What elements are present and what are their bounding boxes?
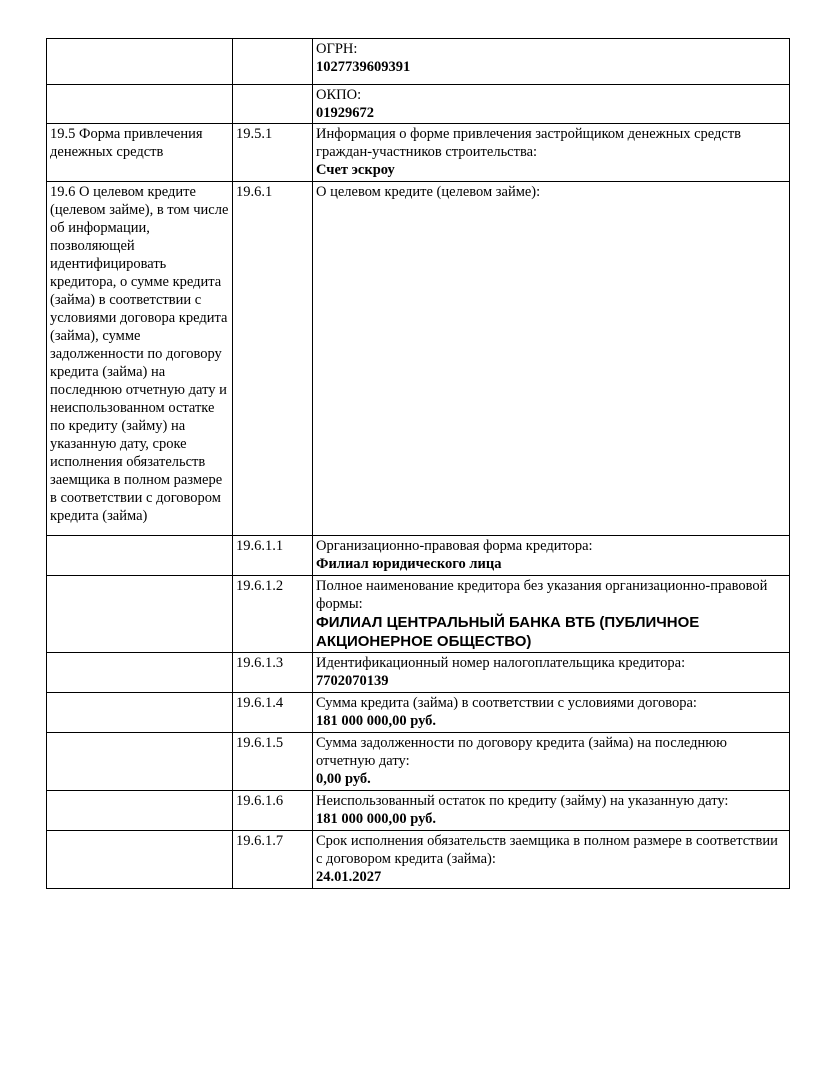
- field-label: ОГРН:: [316, 41, 358, 57]
- info-cell: [313, 536, 790, 576]
- code-cell: 19.6.1.1: [233, 536, 313, 576]
- code-cell: 19.6.1.3: [233, 653, 313, 693]
- field-value: ФИЛИАЛ ЦЕНТРАЛЬНЫЙ БАНКА ВТБ (ПУБЛИЧНОЕ АКЦИОНЕРНОЕ ОБЩЕСТВО): [316, 614, 700, 650]
- info-cell: [313, 733, 790, 791]
- field-value: 7702070139: [316, 673, 389, 689]
- field-value: 0,00 руб.: [316, 771, 371, 787]
- info-cell: [313, 693, 790, 733]
- field-label: Сумма задолженности по договору кредита (займа) на последнюю отчетную дату:: [316, 735, 727, 769]
- code-cell: 19.6.1.4: [233, 693, 313, 733]
- code-cell: 19.6.1.5: [233, 733, 313, 791]
- section-cell: [47, 791, 233, 831]
- table-row: [47, 733, 790, 791]
- field-label: О целевом кредите (целевом займе):: [316, 184, 541, 200]
- field-label: Полное наименование кредитора без указания организационно-правовой формы:: [316, 578, 768, 612]
- section-cell: 19.5 Форма привлечения денежных средств: [47, 124, 233, 182]
- table-row: [47, 124, 790, 182]
- table-row: [47, 831, 790, 889]
- field-label: Информация о форме привлечения застройщиком денежных средств граждан-участников строительства:: [316, 126, 742, 160]
- code-cell: 19.6.1: [233, 182, 313, 536]
- section-cell: [47, 576, 233, 653]
- table-row: [47, 536, 790, 576]
- field-value: 181 000 000,00 руб.: [316, 713, 437, 729]
- section-cell: [47, 693, 233, 733]
- field-value: 01929672: [316, 105, 374, 121]
- info-cell: [313, 831, 790, 889]
- section-cell: [47, 536, 233, 576]
- disclosure-table: [46, 38, 790, 889]
- field-label: Срок исполнения обязательств заемщика в полном размере в соответствии с договором кредита (займа):: [316, 833, 778, 867]
- field-label: Организационно-правовая форма кредитора:: [316, 538, 593, 554]
- code-cell: 19.6.1.7: [233, 831, 313, 889]
- section-cell: [47, 733, 233, 791]
- code-cell: [233, 85, 313, 124]
- code-cell: 19.6.1.2: [233, 576, 313, 653]
- info-cell: [313, 85, 790, 124]
- field-label: Неиспользованный остаток по кредиту (займу) на указанную дату:: [316, 793, 729, 809]
- table-row: [47, 39, 790, 85]
- field-value: 1027739609391: [316, 59, 411, 75]
- code-cell: [233, 39, 313, 85]
- section-cell: [47, 653, 233, 693]
- field-label: Сумма кредита (займа) в соответствии с условиями договора:: [316, 695, 697, 711]
- field-label: ОКПО:: [316, 87, 362, 103]
- info-cell: [313, 39, 790, 85]
- code-cell: 19.6.1.6: [233, 791, 313, 831]
- section-cell: [47, 831, 233, 889]
- table-row: [47, 653, 790, 693]
- table-row: [47, 85, 790, 124]
- info-cell: [313, 791, 790, 831]
- table-row: [47, 693, 790, 733]
- code-cell: 19.5.1: [233, 124, 313, 182]
- field-value: 24.01.2027: [316, 869, 382, 885]
- info-cell: [313, 182, 790, 536]
- field-value: 181 000 000,00 руб.: [316, 811, 437, 827]
- table-row: [47, 791, 790, 831]
- field-value: Счет эскроу: [316, 162, 395, 178]
- info-cell: [313, 653, 790, 693]
- field-label: Идентификационный номер налогоплательщика кредитора:: [316, 655, 686, 671]
- info-cell: [313, 576, 790, 653]
- section-cell: 19.6 О целевом кредите (целевом займе), в том числе об информации, позволяющей идентифицировать кредитора, о сумме кредита (займа) в соответствии с условиями договора кредита (займа), сумме задолженности по договору кредита (займа) на последнюю отчетную дату и неиспользованном остатке по кредиту (займу) на указанную дату, сроке исполнения обязательств заемщика в полном размере в соответствии с договором кредита (займа): [47, 182, 233, 536]
- field-value: Филиал юридического лица: [316, 556, 502, 572]
- info-cell: [313, 124, 790, 182]
- section-cell: [47, 85, 233, 124]
- section-cell: [47, 39, 233, 85]
- table-row: [47, 576, 790, 653]
- table-row: [47, 182, 790, 536]
